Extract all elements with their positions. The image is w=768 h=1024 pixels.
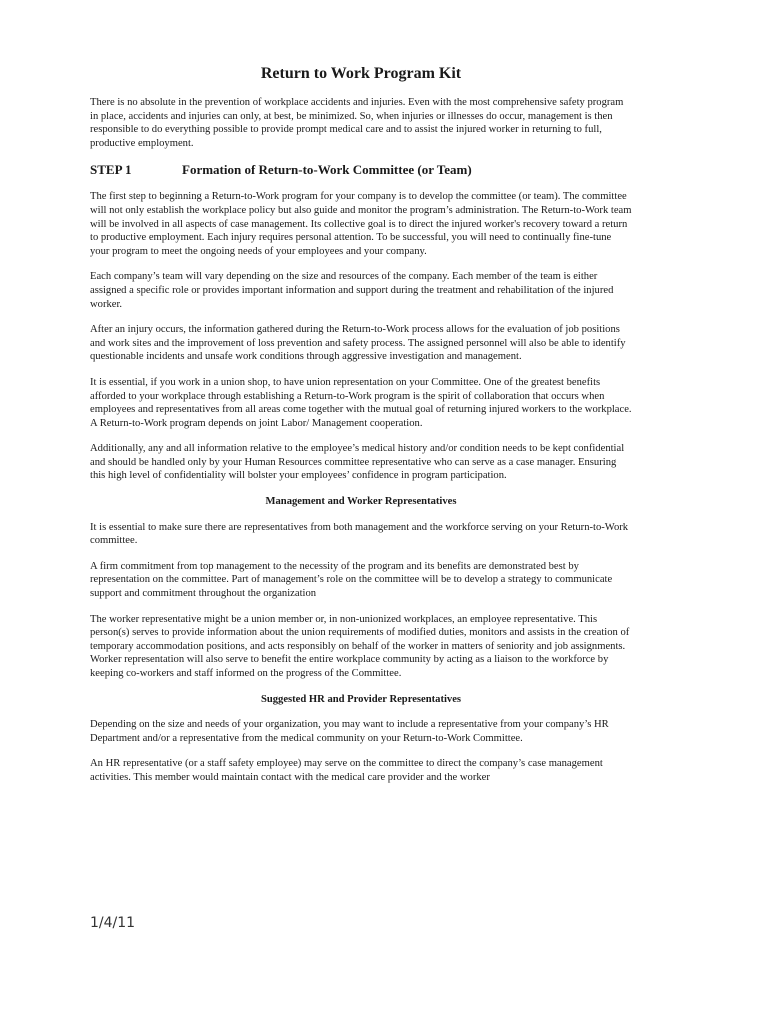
body-paragraph: The worker representative might be a union member or, in non-unionized workplaces, an employee representative. This person(s) serves to provide information about the union requirements of modified duties, monitors and assists in the creation of temporary accommodation positions, and acts responsibly on behalf of the worker in matters of seniority and job assignments. Worker representation will also serve to benefit the entire workplace community by acting as a liaison to the workforce by keeping co-workers and staff informed on the progress of the Committee. (90, 613, 630, 679)
intro-paragraph: There is no absolute in the prevention of workplace accidents and injuries. Even with the most comprehensive safety program in place, accidents and injuries can only, at best, be minimized. So, when injuries or illnesses do occur, management is then responsible to do everything possible to provide prompt medical care and to assist the injured worker in returning to full, productive employment. (90, 97, 624, 149)
body-paragraph: The first step to beginning a Return-to-Work program for your company is to develop the committee (or team). The committee will not only establish the workplace policy but also guide and monitor the program’s administration. The Return-to-Work team will be involved in all aspects of case management. Its collective goal is to direct the injured worker's recovery toward a return to productive employment. Each injury requires personal attention. To be successful, you will need to continually fine-tune your program to meet the ongoing needs of your employees and your company. (90, 191, 632, 257)
body-paragraph: Additionally, any and all information relative to the employee’s medical history and/or condition needs to be kept confidential and should be handled only by your Human Resources committee representative who can serve as a case manager. Ensuring this high level of confidentiality will bolster your employees’ confidence in program participation. (90, 443, 625, 482)
step-title: Formation of Return-to-Work Committee (or Team) (182, 162, 472, 178)
section-heading-hr: Suggested HR and Provider Representatives (260, 693, 462, 705)
footer-date: 1/4/11 (90, 915, 136, 931)
body-paragraph: Each company’s team will vary depending on the size and resources of the company. Each member of the team is either assigned a specific role or provides important information and support during the treatment and rehabilitation of the injured worker. (90, 271, 614, 310)
body-paragraph: An HR representative (or a staff safety employee) may serve on the committee to direct the company’s case management activities. This member would maintain contact with the medical care provider and the worker (90, 758, 603, 783)
document-title: Return to Work Program Kit (260, 65, 462, 82)
body-paragraph: After an injury occurs, the information gathered during the Return-to-Work process allows for the evaluation of job positions and work sites and the improvement of loss prevention and safety process. The assigned personnel will also be able to identify questionable incidents and unsafe work conditions through aggressive investigation and management. (90, 324, 626, 363)
body-paragraph: It is essential to make sure there are representatives from both management and the workforce serving on your Return-to-Work committee. (90, 521, 629, 547)
body-paragraph: Depending on the size and needs of your organization, you may want to include a representative from your company’s HR Department and/or a representative from the medical community on your Return-to-Work Committee. (90, 719, 609, 744)
body-paragraph: It is essential, if you work in a union shop, to have union representation on your Committee. One of the greatest benefits afforded to your workplace through establishing a Return-to-Work program is the spirit of collaboration that occurs when employees and representatives from all areas come together with the mutual goal of returning injured workers to the workplace. A Return-to-Work program depends on joint Labor/ Management cooperation. (90, 376, 632, 429)
step-heading (90, 162, 632, 178)
step-number: STEP 1 (90, 162, 132, 178)
section-heading-management: Management and Worker Representatives (265, 496, 457, 508)
body-paragraph: A firm commitment from top management to the necessity of the program and its benefits are demonstrated best by representation on the committee. Part of management’s role on the committee will be to develop a strategy to communicate support and commitment throughout the organization (90, 560, 613, 600)
